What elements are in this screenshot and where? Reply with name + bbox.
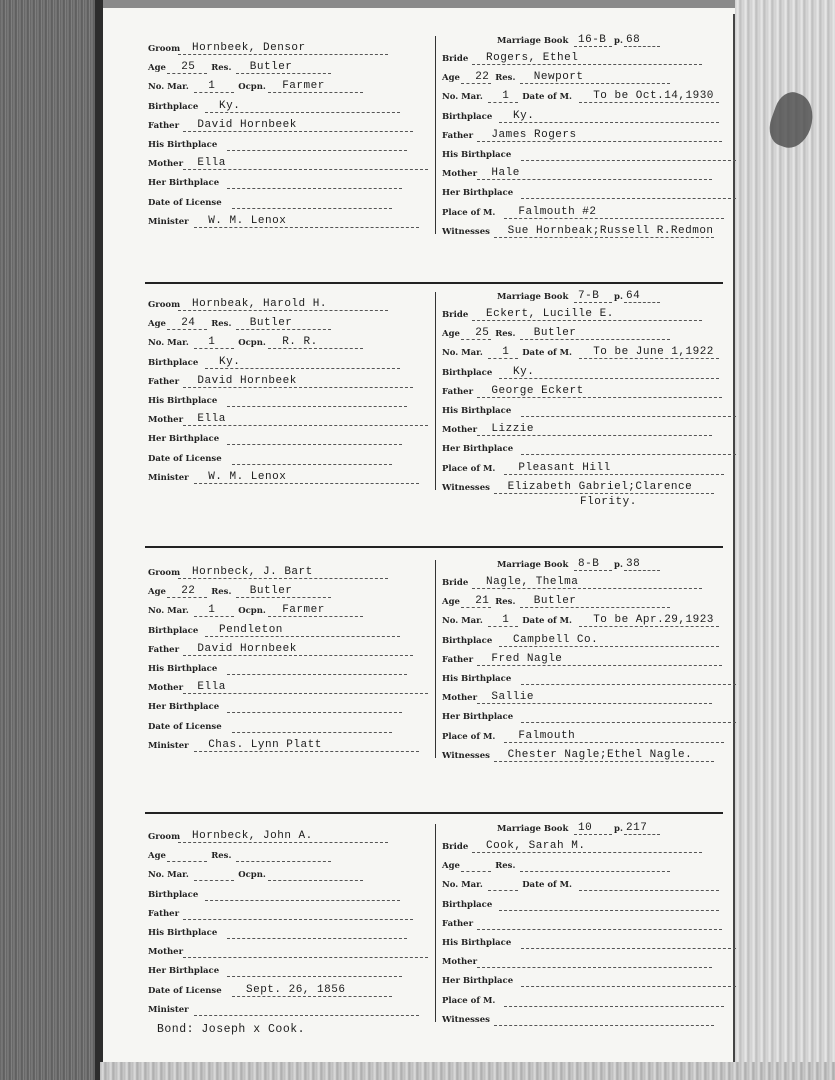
groom-ocpn-label: Ocpn.: [238, 338, 266, 349]
groom-ocpn-value: Farmer: [282, 80, 325, 93]
bride-name-underline: [472, 852, 702, 853]
bride-father-underline: [477, 929, 722, 930]
groom-father-label: Father: [148, 644, 180, 655]
bride-mother-label: Mother: [442, 425, 478, 436]
bride-witnesses-label: Witnesses: [442, 226, 490, 237]
bride-res-value: Newport: [533, 71, 584, 84]
bride-her-birthplace-underline: [521, 722, 736, 723]
witnesses-continuation-row: [0, 762, 835, 778]
bride-birthplace-value: Campbell Co.: [513, 633, 599, 646]
bride-field-row: [0, 708, 835, 724]
page-underline: [624, 302, 660, 303]
groom-ocpn-label: Ocpn.: [238, 82, 266, 93]
bride-field-row: [0, 364, 835, 380]
bride-field-row: [0, 460, 835, 476]
bride-res-underline: [520, 871, 670, 872]
marriage-book-number: 10: [578, 822, 593, 834]
bride-name-underline: [472, 588, 702, 589]
bride-father-underline: [477, 141, 722, 142]
groom-date-of-license-value: Sept. 26, 1856: [246, 983, 346, 996]
groom-mother-value: Ella: [197, 157, 226, 170]
bride-birthplace-label: Birthplace: [442, 899, 493, 910]
groom-age-label: Age: [148, 63, 166, 74]
bride-witnesses-label: Witnesses: [442, 1014, 490, 1025]
marriage-book-page: 38: [626, 558, 641, 570]
bride-father-label: Father: [442, 918, 474, 929]
bride-date-of-m-label: Date of M.: [522, 348, 573, 359]
record-separator-rule: [145, 812, 723, 814]
book-underline: [574, 302, 612, 303]
bride-mother-label: Mother: [442, 693, 478, 704]
bride-father-underline: [477, 665, 722, 666]
bride-field-row: [0, 857, 835, 873]
bride-age-label: Age: [442, 329, 460, 340]
groom-father-label: Father: [148, 376, 180, 387]
bride-place-of-m-label: Place of M.: [442, 207, 496, 218]
bride-place-of-m-value: Falmouth #2: [518, 205, 597, 218]
bride-field-row: [0, 953, 835, 969]
bride-birthplace-underline: [499, 122, 719, 123]
bride-place-of-m-label: Place of M.: [442, 463, 496, 474]
bride-mother-label: Mother: [442, 957, 478, 968]
bride-father-value: George Eckert: [491, 384, 584, 397]
bride-his-birthplace-underline: [521, 948, 736, 949]
bride-father-underline: [477, 397, 722, 398]
bride-mother-underline: [477, 435, 712, 436]
bride-field-row: [0, 146, 835, 162]
bride-field-row: [0, 50, 835, 66]
bride-date-of-m-value: To be Apr.29,1923: [593, 614, 714, 627]
marriage-book-page: 64: [626, 290, 641, 302]
groom-father-value: David Hornbeek: [197, 642, 297, 655]
groom-groom-label: Groom: [148, 568, 181, 578]
bride-bride-label: Bride: [442, 54, 469, 64]
bride-age-underline: [461, 607, 491, 608]
bride-witnesses-value: Sue Hornbeak;Russell R.Redmon: [507, 224, 714, 237]
bride-no-mar-value: 1: [502, 346, 510, 359]
page-underline: [624, 570, 660, 571]
bride-field-row: [0, 88, 835, 104]
bride-witnesses-label: Witnesses: [442, 482, 490, 493]
bride-place-of-m-underline: [504, 474, 724, 475]
bride-field-row: [0, 69, 835, 85]
bride-field-row: [0, 344, 835, 360]
bride-date-of-m-value: To be June 1,1922: [593, 346, 714, 359]
groom-no-mar-value: 1: [208, 604, 216, 617]
groom-res-value: Butler: [249, 61, 293, 74]
bride-age-label: Age: [442, 861, 460, 872]
bride-name-value: Eckert, Lucille E.: [486, 308, 614, 320]
bride-name-value: Nagle, Thelma: [486, 576, 579, 588]
record-separator-rule: [145, 546, 723, 548]
bride-her-birthplace-label: Her Birthplace: [442, 712, 514, 723]
bride-field-row: [0, 670, 835, 686]
groom-age-label: Age: [148, 587, 166, 598]
marriage-book-label: Marriage Book: [497, 824, 569, 834]
groom-minister-label: Minister: [148, 1004, 189, 1015]
groom-father-value: David Hornbeek: [197, 374, 297, 387]
groom-birthplace-label: Birthplace: [148, 625, 199, 636]
bride-field-row: [0, 574, 835, 590]
bride-birthplace-underline: [499, 378, 719, 379]
bride-date-of-m-label: Date of M.: [522, 616, 573, 627]
groom-no-mar-label: No. Mar.: [148, 82, 189, 93]
groom-minister-label: Minister: [148, 740, 189, 751]
bride-field-row: [0, 651, 835, 667]
witnesses-continuation-row: [0, 238, 835, 254]
bride-birthplace-label: Birthplace: [442, 367, 493, 378]
bride-date-of-m-underline: [579, 626, 719, 627]
bride-mother-label: Mother: [442, 169, 478, 180]
bride-no-mar-underline: [488, 890, 518, 891]
groom-mother-label: Mother: [148, 947, 184, 958]
groom-birthplace-label: Birthplace: [148, 889, 199, 900]
bride-her-birthplace-underline: [521, 454, 736, 455]
groom-res-label: Res.: [211, 319, 232, 330]
groom-res-label: Res.: [211, 587, 232, 598]
groom-birthplace-value: Ky.: [219, 99, 241, 112]
witnesses-continuation-row: [0, 1026, 835, 1042]
marriage-book-number: 8-B: [578, 558, 600, 570]
groom-mother-value: Ella: [197, 681, 226, 694]
marriage-record-card: [0, 560, 835, 800]
bride-birthplace-label: Birthplace: [442, 111, 493, 122]
bride-no-mar-label: No. Mar.: [442, 348, 483, 359]
groom-father-label: Father: [148, 120, 180, 131]
bride-no-mar-underline: [488, 626, 518, 627]
bride-date-of-m-value: To be Oct.14,1930: [593, 90, 714, 103]
groom-name-value: Hornbeck, J. Bart: [192, 566, 313, 578]
bride-field-row: [0, 306, 835, 322]
bride-witnesses-continued: Flority.: [580, 496, 637, 508]
bride-date-of-m-underline: [579, 358, 719, 359]
groom-father-value: David Hornbeek: [197, 118, 297, 131]
bride-field-row: [0, 421, 835, 437]
marriage-book-page: 217: [626, 822, 648, 834]
bride-his-birthplace-underline: [521, 160, 736, 161]
bride-name-value: Cook, Sarah M.: [486, 840, 586, 852]
bride-name-underline: [472, 320, 702, 321]
bride-bride-label: Bride: [442, 310, 469, 320]
bride-place-of-m-value: Pleasant Hill: [518, 461, 611, 474]
bride-witnesses-value: Elizabeth Gabriel;Clarence: [507, 480, 693, 493]
bride-name-value: Rogers, Ethel: [486, 52, 579, 64]
groom-date-of-license-label: Date of License: [148, 985, 222, 996]
groom-his-birthplace-label: His Birthplace: [148, 664, 218, 674]
groom-date-of-license-label: Date of License: [148, 453, 222, 464]
bride-res-label: Res.: [495, 861, 516, 872]
bride-age-underline: [461, 83, 491, 84]
groom-his-birthplace-label: His Birthplace: [148, 140, 218, 150]
bride-field-row: [0, 612, 835, 628]
bride-res-underline: [520, 83, 670, 84]
bride-place-of-m-underline: [504, 1006, 724, 1007]
groom-age-value: 24: [181, 317, 196, 330]
bride-field-row: [0, 479, 835, 495]
marriage-book-number: 16-B: [578, 34, 607, 46]
bride-his-birthplace-underline: [521, 416, 736, 417]
groom-res-label: Res.: [211, 63, 232, 74]
marriage-book-label: Marriage Book: [497, 36, 569, 46]
groom-name-value: Hornbeek, Densor: [192, 42, 306, 54]
bride-no-mar-label: No. Mar.: [442, 92, 483, 103]
bride-mother-underline: [477, 967, 712, 968]
groom-res-value: Butler: [249, 317, 293, 330]
groom-minister-label: Minister: [148, 216, 189, 227]
marriage-book-header: [0, 820, 835, 836]
groom-ocpn-label: Ocpn.: [238, 606, 266, 617]
bride-field-row: [0, 689, 835, 705]
book-underline: [574, 570, 612, 571]
bride-field-row: [0, 165, 835, 181]
bride-birthplace-underline: [499, 646, 719, 647]
bride-his-birthplace-underline: [521, 684, 736, 685]
groom-mother-label: Mother: [148, 159, 184, 170]
bride-age-value: 22: [475, 71, 490, 84]
groom-birthplace-value: Ky.: [219, 355, 241, 368]
bride-field-row: [0, 728, 835, 744]
groom-his-birthplace-label: His Birthplace: [148, 928, 218, 938]
bond-note: Bond: Joseph x Cook.: [157, 1023, 306, 1036]
bride-field-row: [0, 184, 835, 200]
groom-no-mar-label: No. Mar.: [148, 338, 189, 349]
bride-date-of-m-underline: [579, 890, 719, 891]
marriage-record-card: [0, 824, 835, 1064]
bride-birthplace-value: Ky.: [513, 365, 535, 378]
bride-her-birthplace-underline: [521, 198, 736, 199]
groom-date-of-license-label: Date of License: [148, 197, 222, 208]
groom-ocpn-label: Ocpn.: [238, 870, 266, 881]
bride-field-row: [0, 204, 835, 220]
marriage-book-label: Marriage Book: [497, 292, 569, 302]
groom-her-birthplace-label: Her Birthplace: [148, 702, 220, 713]
bride-place-of-m-underline: [504, 218, 724, 219]
groom-her-birthplace-label: Her Birthplace: [148, 434, 220, 445]
marriage-book-header: [0, 556, 835, 572]
bride-birthplace-label: Birthplace: [442, 635, 493, 646]
bride-field-row: [0, 1011, 835, 1027]
marriage-book-page: 68: [626, 34, 641, 46]
groom-name-value: Hornbeck, John A.: [192, 830, 313, 842]
bride-res-underline: [520, 607, 670, 608]
marriage-book-header: [0, 288, 835, 304]
bride-her-birthplace-label: Her Birthplace: [442, 444, 514, 455]
bride-father-label: Father: [442, 130, 474, 141]
book-underline: [574, 834, 612, 835]
bride-res-label: Res.: [495, 597, 516, 608]
bride-his-birthplace-label: His Birthplace: [442, 674, 512, 684]
bride-no-mar-label: No. Mar.: [442, 616, 483, 627]
bride-field-row: [0, 325, 835, 341]
bride-place-of-m-value: Falmouth: [518, 729, 576, 742]
bride-mother-value: Lizzie: [491, 423, 534, 436]
bride-witnesses-value: Chester Nagle;Ethel Nagle.: [507, 748, 693, 761]
bride-field-row: [0, 632, 835, 648]
bride-father-label: Father: [442, 654, 474, 665]
bride-res-label: Res.: [495, 73, 516, 84]
bride-res-value: Butler: [533, 595, 577, 608]
bride-mother-underline: [477, 179, 712, 180]
bride-place-of-m-label: Place of M.: [442, 731, 496, 742]
marriage-book-header: [0, 32, 835, 48]
bride-field-row: [0, 934, 835, 950]
groom-birthplace-label: Birthplace: [148, 357, 199, 368]
bride-mother-value: Hale: [491, 167, 520, 180]
marriage-record-card: [0, 292, 835, 532]
page-underline: [624, 834, 660, 835]
bride-no-mar-label: No. Mar.: [442, 880, 483, 891]
bride-no-mar-underline: [488, 102, 518, 103]
marriage-book-label: Marriage Book: [497, 560, 569, 570]
bride-father-label: Father: [442, 386, 474, 397]
groom-name-value: Hornbeak, Harold H.: [192, 298, 327, 310]
bride-place-of-m-label: Place of M.: [442, 995, 496, 1006]
bride-age-value: 25: [475, 327, 490, 340]
groom-groom-label: Groom: [148, 44, 181, 54]
groom-ocpn-value: R. R.: [282, 336, 318, 349]
bride-age-label: Age: [442, 597, 460, 608]
groom-date-of-license-label: Date of License: [148, 721, 222, 732]
bride-res-underline: [520, 339, 670, 340]
scan-margin-bottom: [100, 1062, 835, 1080]
bride-her-birthplace-label: Her Birthplace: [442, 188, 514, 199]
bride-field-row: [0, 915, 835, 931]
bride-no-mar-value: 1: [502, 90, 510, 103]
bride-field-row: [0, 108, 835, 124]
bride-bride-label: Bride: [442, 842, 469, 852]
bride-field-row: [0, 593, 835, 609]
bride-field-row: [0, 127, 835, 143]
bride-age-underline: [461, 339, 491, 340]
marriage-book-number: 7-B: [578, 290, 600, 302]
groom-no-mar-label: No. Mar.: [148, 606, 189, 617]
bride-field-row: [0, 440, 835, 456]
page-label: p.: [614, 292, 623, 302]
bride-father-value: Fred Nagle: [491, 652, 563, 665]
bride-age-label: Age: [442, 73, 460, 84]
bride-res-value: Butler: [533, 327, 577, 340]
groom-minister-label: Minister: [148, 472, 189, 483]
groom-no-mar-value: 1: [208, 80, 216, 93]
page-underline: [624, 46, 660, 47]
groom-age-value: 22: [181, 585, 196, 598]
bride-witnesses-label: Witnesses: [442, 750, 490, 761]
marriage-record-card: [0, 36, 835, 276]
groom-age-label: Age: [148, 319, 166, 330]
groom-groom-label: Groom: [148, 300, 181, 310]
bride-field-row: [0, 838, 835, 854]
bride-her-birthplace-underline: [521, 986, 736, 987]
groom-ocpn-value: Farmer: [282, 604, 325, 617]
bride-field-row: [0, 876, 835, 892]
bride-mother-value: Sallie: [491, 691, 534, 704]
bride-field-row: [0, 223, 835, 239]
bride-birthplace-underline: [499, 910, 719, 911]
bride-field-row: [0, 972, 835, 988]
groom-age-label: Age: [148, 851, 166, 862]
groom-his-birthplace-label: His Birthplace: [148, 396, 218, 406]
groom-res-label: Res.: [211, 851, 232, 862]
bride-his-birthplace-label: His Birthplace: [442, 150, 512, 160]
groom-no-mar-label: No. Mar.: [148, 870, 189, 881]
groom-minister-value: W. M. Lenox: [208, 470, 287, 483]
bride-res-label: Res.: [495, 329, 516, 340]
page-label: p.: [614, 824, 623, 834]
groom-minister-value: W. M. Lenox: [208, 214, 287, 227]
bride-name-underline: [472, 64, 702, 65]
bride-birthplace-value: Ky.: [513, 109, 535, 122]
book-underline: [574, 46, 612, 47]
groom-her-birthplace-label: Her Birthplace: [148, 178, 220, 189]
bride-age-underline: [461, 871, 491, 872]
groom-her-birthplace-label: Her Birthplace: [148, 966, 220, 977]
bride-his-birthplace-label: His Birthplace: [442, 938, 512, 948]
record-separator-rule: [145, 282, 723, 284]
bride-date-of-m-underline: [579, 102, 719, 103]
page-label: p.: [614, 36, 623, 46]
bride-bride-label: Bride: [442, 578, 469, 588]
bride-date-of-m-label: Date of M.: [522, 92, 573, 103]
witnesses-continuation-row: [0, 494, 835, 510]
bride-field-row: [0, 383, 835, 399]
bride-place-of-m-underline: [504, 742, 724, 743]
bride-field-row: [0, 992, 835, 1008]
bride-date-of-m-label: Date of M.: [522, 880, 573, 891]
groom-mother-label: Mother: [148, 683, 184, 694]
groom-father-label: Father: [148, 908, 180, 919]
groom-minister-value: Chas. Lynn Platt: [208, 738, 322, 751]
groom-mother-value: Ella: [197, 413, 226, 426]
groom-no-mar-value: 1: [208, 336, 216, 349]
bride-her-birthplace-label: Her Birthplace: [442, 976, 514, 987]
bride-field-row: [0, 402, 835, 418]
groom-birthplace-label: Birthplace: [148, 101, 199, 112]
bride-no-mar-value: 1: [502, 614, 510, 627]
groom-groom-label: Groom: [148, 832, 181, 842]
page-label: p.: [614, 560, 623, 570]
bride-no-mar-underline: [488, 358, 518, 359]
bride-age-value: 21: [475, 595, 490, 608]
bride-his-birthplace-label: His Birthplace: [442, 406, 512, 416]
bride-field-row: [0, 896, 835, 912]
bride-field-row: [0, 747, 835, 763]
bride-father-value: James Rogers: [491, 128, 577, 141]
groom-res-value: Butler: [249, 585, 293, 598]
groom-birthplace-value: Pendleton: [219, 623, 283, 636]
groom-age-value: 25: [181, 61, 196, 74]
bride-mother-underline: [477, 703, 712, 704]
groom-mother-label: Mother: [148, 415, 184, 426]
